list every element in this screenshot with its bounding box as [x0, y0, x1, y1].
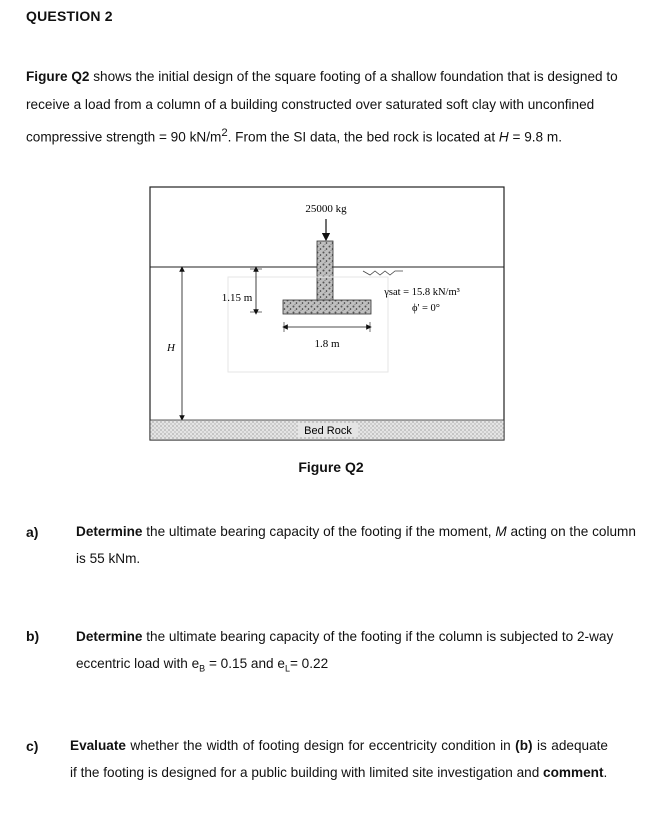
question-b-verb: Determine [76, 629, 143, 644]
question-b-body-1: the ultimate bearing capacity of the footing if the column is subjected to 2-way eccentric load with e [76, 629, 614, 671]
bedrock-label: Bed Rock [304, 425, 352, 437]
footing-slab [283, 300, 371, 314]
friction-angle-label: ϕ' = 0° [411, 303, 441, 314]
question-c-text [70, 732, 608, 786]
question-c-body-3: . [603, 765, 608, 780]
question-b-sub-b: B [199, 663, 206, 674]
load-label: 25000 kg [305, 203, 347, 215]
intro-superscript: 2 [221, 127, 228, 139]
question-c-label: c) [26, 738, 39, 754]
intro-text-2: . From the SI data, the bed rock is located at [227, 129, 499, 145]
question-a-body-2: acting on the column is 55 kNm. [76, 524, 636, 566]
question-c-body-2: is adequate if the footing is designed for a public building with limited site investigation and [70, 738, 608, 780]
question-a-variable: M [495, 524, 507, 539]
question-c-comment: comment [543, 765, 604, 780]
question-b-text [76, 623, 636, 683]
question-c-reference: (b) [515, 738, 533, 753]
question-intro [26, 63, 626, 152]
foundation-figure [148, 185, 506, 442]
question-a-label: a) [26, 524, 39, 540]
unit-weight-label: γsat = 15.8 kN/m³ [384, 287, 460, 298]
h-label: H [167, 342, 175, 354]
column [317, 241, 333, 303]
figure-reference: Figure Q2 [26, 69, 90, 84]
question-b-body-3: = 0.22 [289, 656, 329, 671]
question-a-verb: Determine [76, 524, 143, 539]
question-b-label: b) [26, 628, 40, 644]
question-c-body-1: whether the width of footing design for eccentricity condition in [125, 738, 516, 753]
question-title: QUESTION 2 [26, 8, 113, 24]
width-label: 1.8 m [314, 338, 340, 350]
question-b-body-2: = 0.15 and e [205, 656, 285, 671]
depth-label: 1.15 m [221, 292, 253, 304]
intro-text-3: = 9.8 m. [508, 129, 562, 145]
question-a-text [76, 518, 636, 572]
question-b-sub-l: L [284, 663, 290, 674]
question-a-body-1: the ultimate bearing capacity of the footing if the moment, [142, 524, 496, 539]
intro-text-1: shows the initial design of the square footing of a shallow foundation that is designed to receive a load from a column of a building constructed over saturated soft clay with unconfined compressive strength = 90 kN/m [26, 69, 618, 145]
intro-variable: H [498, 129, 509, 145]
figure-caption: Figure Q2 [298, 459, 364, 475]
question-c-verb: Evaluate [70, 738, 126, 753]
